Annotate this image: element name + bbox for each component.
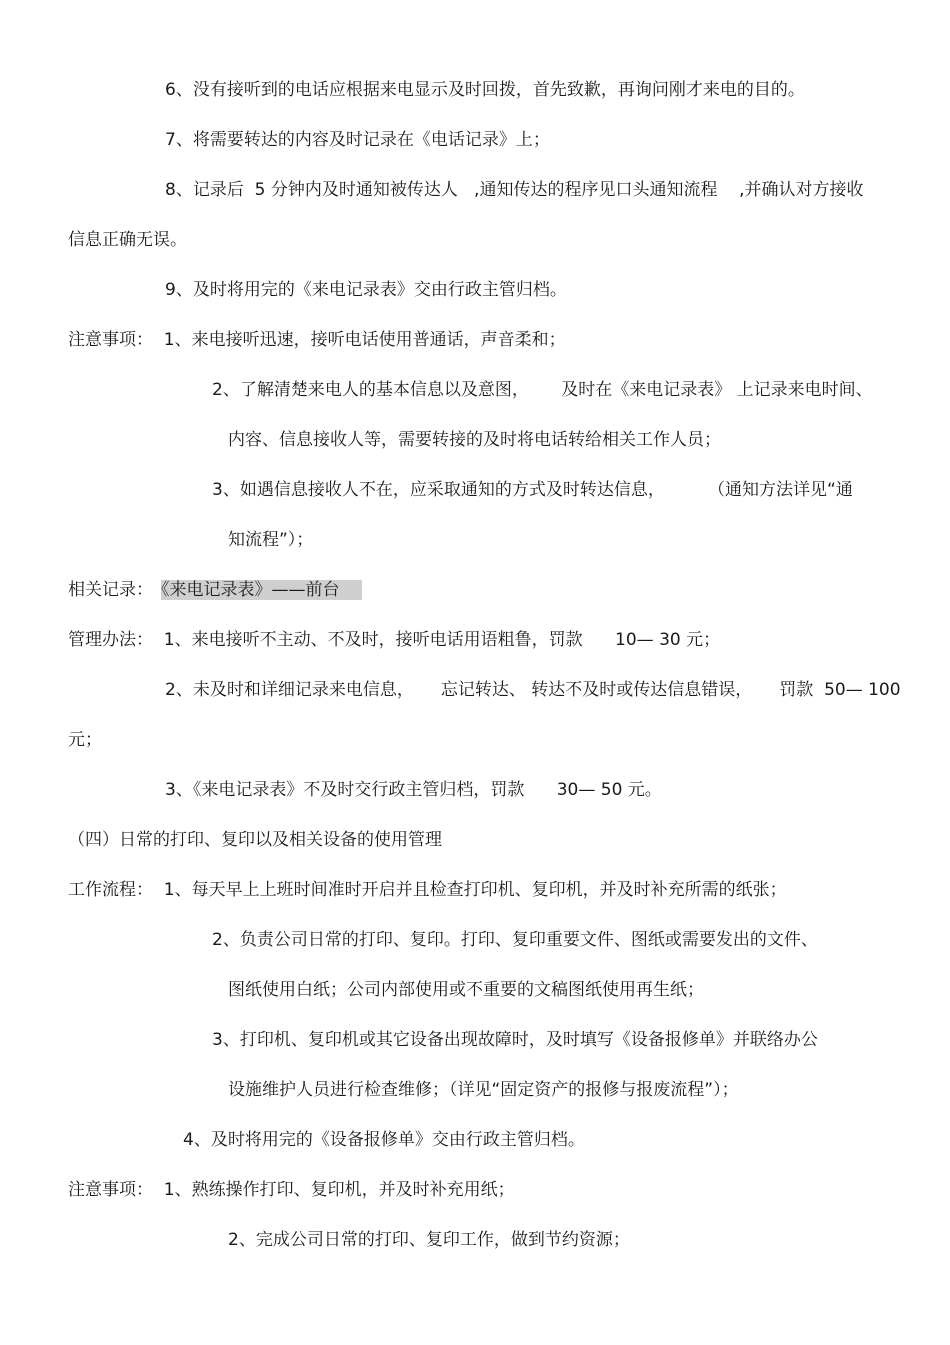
text-line: 注意事项： 1、熟练操作打印、复印机，并及时补充用纸； <box>68 1180 515 1200</box>
highlighted-record-name: 《来电记录表》——前台 <box>161 580 362 600</box>
text-line: 7、将需要转达的内容及时记录在《电话记录》上； <box>165 130 550 150</box>
text-line: 8、记录后 5 分钟内及时通知被传达人 ,通知传达的程序见口头通知流程 ,并确认对方接收 <box>165 180 864 200</box>
text-line: 信息正确无误。 <box>68 230 187 250</box>
text-line: 元； <box>68 730 102 750</box>
text-line: 图纸使用白纸；公司内部使用或不重要的文稿图纸使用再生纸； <box>228 980 704 1000</box>
related-records-line <box>68 578 362 602</box>
text-line: 9、及时将用完的《来电记录表》交由行政主管归档。 <box>165 280 567 300</box>
text-line: 管理办法： 1、来电接听不主动、不及时，接听电话用语粗鲁，罚款 10— 30 元； <box>68 630 721 650</box>
text-line: 2、了解清楚来电人的基本信息以及意图， 及时在《来电记录表》 上记录来电时间、 <box>212 380 873 400</box>
text-line: 2、未及时和详细记录来电信息， 忘记转达、 转达不及时或传达信息错误， 罚款 50— 100 <box>165 680 901 700</box>
text-line: 3、如遇信息接收人不在，应采取通知的方式及时转达信息， （通知方法详见“通 <box>212 480 853 500</box>
text-line: 4、及时将用完的《设备报修单》交由行政主管归档。 <box>183 1130 585 1150</box>
text-line: 内容、信息接收人等，需要转接的及时将电话转给相关工作人员； <box>228 430 721 450</box>
related-records-label: 相关记录： <box>68 580 153 600</box>
section-heading: （四）日常的打印、复印以及相关设备的使用管理 <box>68 830 442 850</box>
text-line: 知流程”）； <box>228 530 314 550</box>
text-line: 2、负责公司日常的打印、复印。打印、复印重要文件、图纸或需要发出的文件、 <box>212 930 818 950</box>
text-line: 2、完成公司日常的打印、复印工作，做到节约资源； <box>228 1230 630 1250</box>
text-line: 6、没有接听到的电话应根据来电显示及时回拨，首先致歉，再询问刚才来电的目的。 <box>165 80 805 100</box>
text-line: 工作流程： 1、每天早上上班时间准时开启并且检查打印机、复印机，并及时补充所需的纸张； <box>68 880 787 900</box>
text-line: 设施维护人员进行检查维修；（详见“固定资产的报修与报废流程”）； <box>228 1080 739 1100</box>
text-line: 3、《来电记录表》不及时交行政主管归档，罚款 30— 50 元。 <box>165 780 662 800</box>
text-line: 3、打印机、复印机或其它设备出现故障时，及时填写《设备报修单》并联络办公 <box>212 1030 818 1050</box>
text-line: 注意事项： 1、来电接听迅速，接听电话使用普通话，声音柔和； <box>68 330 566 350</box>
